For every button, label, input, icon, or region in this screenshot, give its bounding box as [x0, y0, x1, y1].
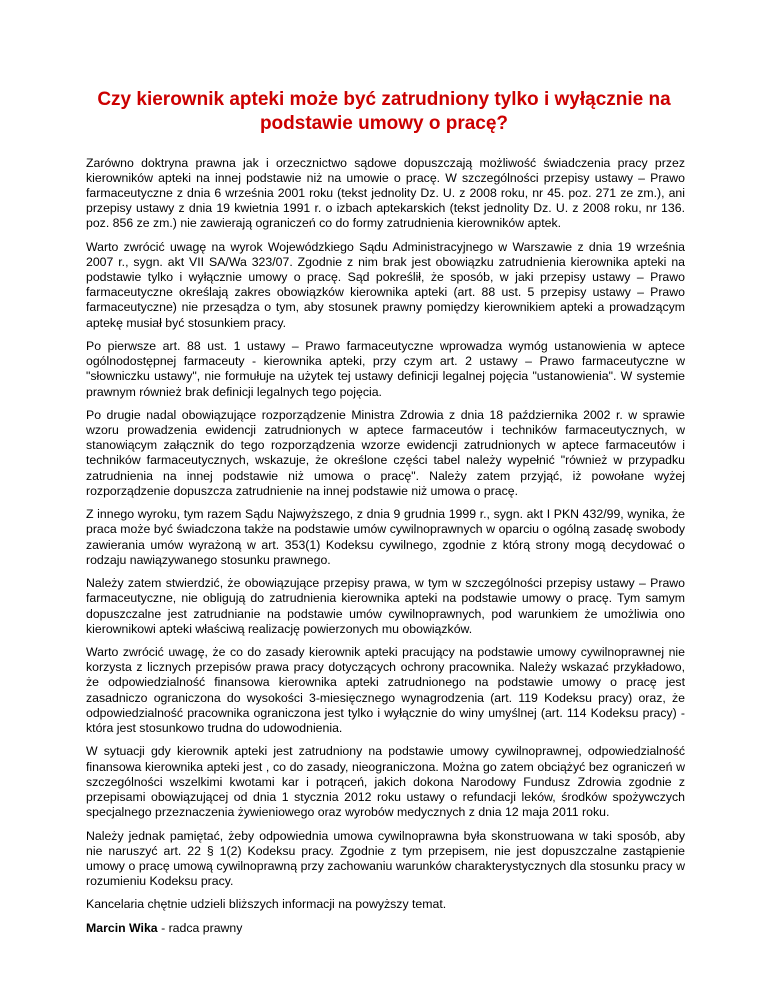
paragraph-3: Po pierwsze art. 88 ust. 1 ustawy – Prawo farmaceutyczne wprowadza wymóg ustanowienia w aptece ogólnodostępnej farmaceuty - kierownika apteki, przy czym art. 2 ustawy – Prawo farmaceutyczne w "słowniczku ustawy", nie formułuje na użytek tej ustawy definicji legalnej pojęcia "ustanowienia". W systemie prawnym również brak definicji legalnych tego pojęcia.	[86, 339, 685, 399]
paragraph-8: W sytuacji gdy kierownik apteki jest zatrudniony na podstawie umowy cywilnoprawnej, odpowiedzialność finansowa kierownika apteki jest , co do zasady, nieograniczona. Można go zatem obciążyć bez ograniczeń w szczególności wszelkimi kwotami kar i potrąceń, jakich dokona Narodowy Fundusz Zdrowia zgodnie z przepisami obowiązującej od dnia 1 stycznia 2012 roku ustawy o refundacji leków, środków spożywczych specjalnego przeznaczenia żywieniowego oraz wyrobów medycznych z dnia 12 maja 2011 roku.	[86, 744, 685, 819]
paragraph-6: Należy zatem stwierdzić, że obowiązujące przepisy prawa, w tym w szczególności przepisy ustawy – Prawo farmaceutyczne, nie obligują do zatrudnienia kierownika apteki na podstawie umowy o pracę. Tym samym dopuszczalne jest zatrudnianie na podstawie umów cywilnoprawnych, pod warunkiem że umożliwia ono kierownikowi apteki właściwą realizację powierzonych mu obowiązków.	[86, 576, 685, 636]
closing-note: Kancelaria chętnie udzieli bliższych informacji na powyższy temat.	[86, 897, 447, 912]
signature-name: Marcin Wika	[86, 921, 158, 936]
signature	[86, 921, 685, 936]
paragraph-4: Po drugie nadal obowiązujące rozporządzenie Ministra Zdrowia z dnia 18 października 2002 r. w sprawie wzoru prowadzenia ewidencji zatrudnionych w aptece farmaceutów i techników farmaceutycznych, w stanowiącym załącznik do tego rozporządzenia wzorze ewidencji zatrudnionych w aptece farmaceutów i techników farmaceutycznych, wskazuje, że określone części tabel należy wypełnić "również w przypadku zatrudnienia na innej podstawie niż umowa o pracę". Należy zatem przyjąć, iż powołane wyżej rozporządzenie dopuszcza zatrudnienie na innej podstawie niż umowa o pracę.	[86, 408, 685, 498]
paragraph-7: Warto zwrócić uwagę, że co do zasady kierownik apteki pracujący na podstawie umowy cywilnoprawnej nie korzysta z licznych przepisów prawa pracy dotyczących ochrony pracownika. Należy wskazać przykładowo, że odpowiedzialność finansowa kierownika apteki zatrudnionego na podstawie umowy o pracę jest zasadniczo ograniczona do wysokości 3-miesięcznego wynagrodzenia (art. 119 Kodeksu pracy) oraz, że odpowiedzialność pracownika ograniczona jest tylko i wyłącznie do winy umyślnej (art. 114 Kodeksu pracy) - która jest stosunkowo trudna do udowodnienia.	[86, 645, 685, 735]
paragraph-1: Zarówno doktryna prawna jak i orzecznictwo sądowe dopuszczają możliwość świadczenia pracy przez kierowników apteki na innej podstawie niż na umowie o pracę. W szczególności przepisy ustawy – Prawo farmaceutyczne z dnia 6 września 2001 roku (tekst jednolity Dz. U. z 2008 roku, nr 45. poz. 271 ze zm.), ani przepisy ustawy z dnia 19 kwietnia 1991 r. o izbach aptekarskich (tekst jednolity Dz. U. z 2008 roku, nr 136. poz. 856 ze zm.) nie zawierają ograniczeń co do formy zatrudnienia kierowników aptek.	[86, 156, 685, 231]
document-body	[86, 156, 685, 936]
paragraph-2: Warto zwrócić uwagę na wyrok Wojewódzkiego Sądu Administracyjnego w Warszawie z dnia 19 września 2007 r., sygn. akt VII SA/Wa 323/07. Zgodnie z nim brak jest obowiązku zatrudnienia kierownika apteki na podstawie tylko i wyłącznie umowy o pracę. Sąd pokreślił, że sposób, w jaki przepisy ustawy – Prawo farmaceutyczne określają zakres obowiązków kierownika apteki (art. 88 ust. 5 przepisy ustawy – Prawo farmaceutyczne) nie przesądza o tym, aby stosunek prawny pomiędzy kierownikiem apteki a prowadzącym aptekę musiał być stosunkiem pracy.	[86, 240, 685, 330]
paragraph-9: Należy jednak pamiętać, żeby odpowiednia umowa cywilnoprawna była skonstruowana w taki sposób, aby nie naruszyć art. 22 § 1(2) Kodeksu pracy. Zgodnie z tym przepisem, nie jest dopuszczalne zastąpienie umowy o pracę umową cywilnoprawną przy zachowaniu warunków charakterystycznych dla stosunku pracy w rozumieniu Kodeksu pracy.	[86, 828, 685, 888]
document-title: Czy kierownik apteki może być zatrudniony tylko i wyłącznie na podstawie umowy o pracę?	[97, 89, 671, 134]
signature-role: - radca prawny	[157, 921, 243, 936]
paragraph-5: Z innego wyroku, tym razem Sądu Najwyższego, z dnia 9 grudnia 1999 r., sygn. akt I PKN 432/99, wynika, że praca może być świadczona także na podstawie umów cywilnoprawnych w oparciu o ogólną zasadę swobody zawierania umów wyrażoną w art. 353(1) Kodeksu cywilnego, zgodnie z którą strony mogą decydować o rodzaju nawiązywanego stosunku prawnego.	[86, 507, 685, 567]
